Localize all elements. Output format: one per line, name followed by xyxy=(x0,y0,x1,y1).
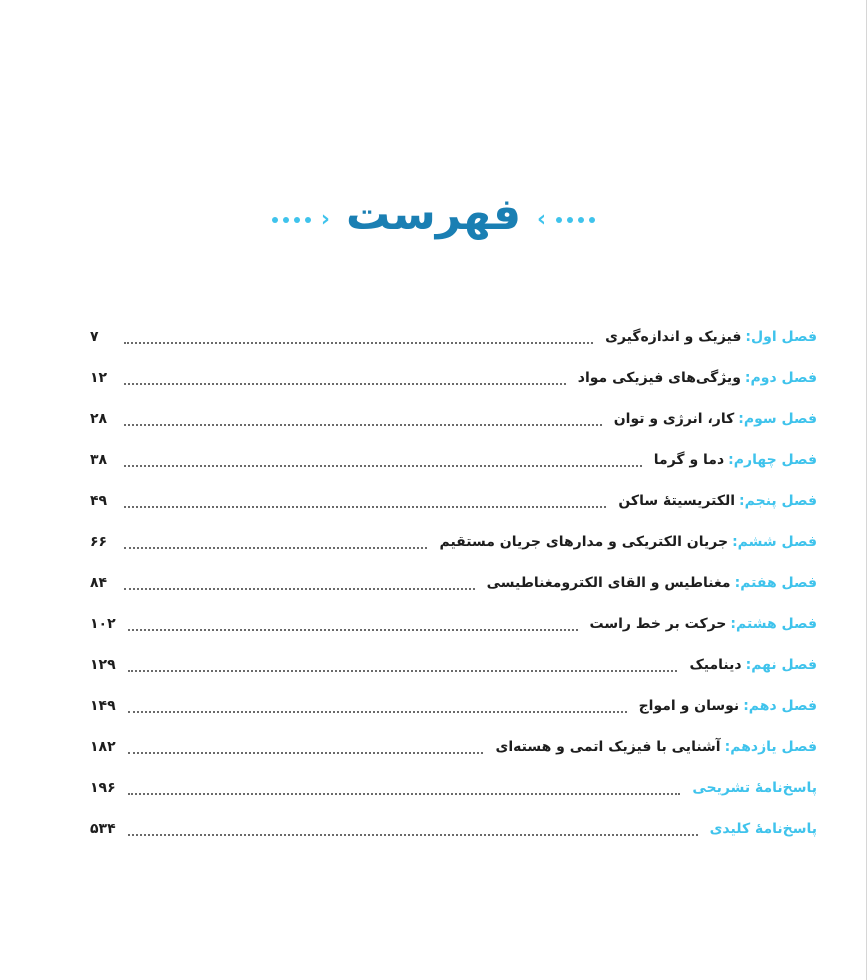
title-inner xyxy=(272,189,595,247)
dot-icon xyxy=(578,217,584,223)
toc-entry[interactable] xyxy=(90,398,817,439)
toc-entry[interactable] xyxy=(90,685,817,726)
page-number: ۵۳۴ xyxy=(90,820,116,837)
page-number: ۲۸ xyxy=(90,410,108,427)
page-number: ۱۹۶ xyxy=(90,779,116,796)
colon-separator: : xyxy=(745,656,752,673)
page-number: ۱۴۹ xyxy=(90,697,116,714)
page-title: فهرست xyxy=(345,189,522,240)
page-number: ۷ xyxy=(90,328,99,345)
chapter-topic: دینامیک xyxy=(689,656,742,673)
page-number: ۳۸ xyxy=(90,451,108,468)
right-dots-ornament xyxy=(556,217,595,223)
toc-entry[interactable] xyxy=(90,603,817,644)
chapter-label: فصل یازدهم xyxy=(730,738,817,755)
chapter-topic: مغناطیس و القای الکترومغناطیسی xyxy=(486,574,731,591)
dot-leader xyxy=(128,711,627,713)
dot-icon xyxy=(272,217,278,223)
chevron-left-icon: ‹ xyxy=(537,207,547,232)
colon-separator: : xyxy=(744,369,751,386)
toc-entry[interactable] xyxy=(90,808,817,849)
dot-icon xyxy=(294,217,300,223)
chapter-topic: دما و گرما xyxy=(653,451,725,468)
toc-entry[interactable] xyxy=(90,562,817,603)
chapter-topic: آشنایی با فیزیک اتمی و هسته‌ای xyxy=(495,738,721,755)
dot-leader xyxy=(128,629,578,631)
dot-leader xyxy=(124,342,593,344)
colon-separator: : xyxy=(732,533,738,550)
dot-leader xyxy=(124,383,566,385)
toc-entry[interactable] xyxy=(90,439,817,480)
colon-separator: : xyxy=(730,615,737,632)
colon-separator: : xyxy=(739,492,745,509)
page-number: ۱۲ xyxy=(90,369,108,386)
chapter-label: فصل هشتم xyxy=(736,615,817,632)
chapter-label: فصل ششم xyxy=(737,533,817,550)
chevron-right-icon: › xyxy=(320,207,330,232)
dot-icon xyxy=(305,217,311,223)
chapter-label: فصل اول xyxy=(751,328,817,345)
dot-leader xyxy=(124,465,642,467)
colon-separator: : xyxy=(728,451,734,468)
answer-key-label: پاسخ‌نامهٔ کلیدی xyxy=(709,820,817,837)
page-number: ۱۰۲ xyxy=(90,615,116,632)
dot-leader xyxy=(128,834,698,836)
dot-leader xyxy=(128,793,681,795)
page-number: ۸۴ xyxy=(90,574,108,591)
chapter-label: فصل هفتم xyxy=(740,574,817,591)
page-number: ۶۶ xyxy=(90,533,108,550)
chapter-label: فصل دوم xyxy=(750,369,817,386)
dot-icon xyxy=(283,217,289,223)
colon-separator: : xyxy=(724,738,731,755)
page-number: ۱۸۲ xyxy=(90,738,116,755)
page-number: ۱۲۹ xyxy=(90,656,116,673)
colon-separator: : xyxy=(738,410,744,427)
colon-separator: : xyxy=(745,328,752,345)
dot-leader xyxy=(128,752,484,754)
chapter-topic: کار، انرژی و توان xyxy=(613,410,735,427)
toc-entry[interactable] xyxy=(90,767,817,808)
colon-separator: : xyxy=(743,697,749,714)
dot-icon xyxy=(589,217,595,223)
chapter-label: فصل دهم xyxy=(748,697,817,714)
dot-icon xyxy=(567,217,573,223)
dot-leader xyxy=(124,506,606,508)
chapter-topic: جریان الکتریکی و مدارهای جریان مستقیم xyxy=(439,533,729,550)
toc-entry[interactable] xyxy=(90,357,817,398)
toc-entry[interactable] xyxy=(90,726,817,767)
colon-separator: : xyxy=(734,574,741,591)
chapter-topic: ویژگی‌های فیزیکی مواد xyxy=(577,369,741,386)
dot-icon xyxy=(556,217,562,223)
chapter-topic: حرکت بر خط راست xyxy=(589,615,727,632)
answer-key-label: پاسخ‌نامهٔ تشریحی xyxy=(692,779,817,796)
toc-entry[interactable] xyxy=(90,521,817,562)
chapter-topic: فیزیک و اندازه‌گیری xyxy=(605,328,742,345)
toc-entry[interactable] xyxy=(90,316,817,357)
toc-entry[interactable] xyxy=(90,480,817,521)
chapter-label: فصل نهم xyxy=(751,656,817,673)
chapter-topic: الکتریسیتهٔ ساکن xyxy=(618,492,736,509)
page-number: ۴۹ xyxy=(90,492,108,509)
chapter-label: فصل سوم xyxy=(743,410,817,427)
dot-leader xyxy=(124,547,427,549)
chapter-topic: نوسان و امواج xyxy=(638,697,740,714)
table-of-contents xyxy=(90,316,817,849)
chapter-label: فصل چهارم xyxy=(733,451,817,468)
dot-leader xyxy=(124,588,475,590)
dot-leader xyxy=(128,670,678,672)
left-dots-ornament xyxy=(272,217,311,223)
toc-entry[interactable] xyxy=(90,644,817,685)
title-banner xyxy=(0,180,867,260)
chapter-label: فصل پنجم xyxy=(744,492,817,509)
dot-leader xyxy=(124,424,602,426)
